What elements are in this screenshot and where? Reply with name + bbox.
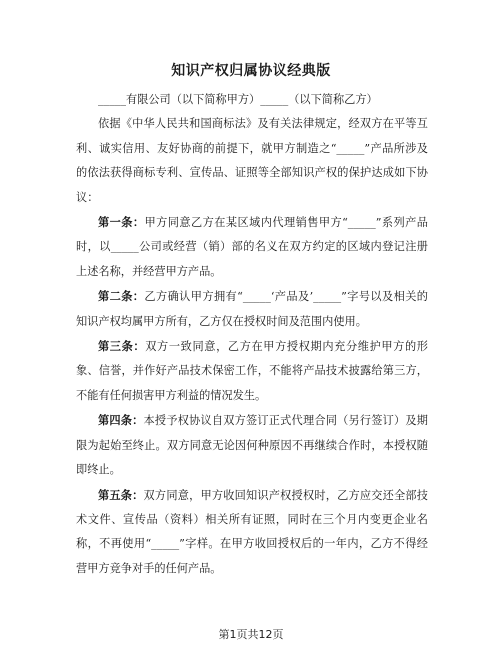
paragraph-text: 本授予权协议自双方签订正式代理合同（另行签订）及期限为起始至终止。双方同意无论因何种原因不再继续合作时，本授权随即终止。 (76, 414, 428, 477)
article-1 (76, 210, 428, 284)
article-label: 第二条： (98, 289, 145, 304)
article-label: 第三条： (98, 339, 146, 354)
paragraph-text: 双方同意，甲方收回知识产权授权时，乙方应交还全部技术文件、宣传品（资料）相关所有证照，同时在三个月内变更企业名称，不再使用“_____”字样。在甲方收回授权后的一年内，乙方不得经营甲方竞争对手的任何产品。 (76, 488, 428, 575)
document-title: 知识产权归属协议经典版 (171, 63, 331, 79)
article-3 (76, 334, 428, 408)
article-label: 第五条： (98, 487, 144, 502)
paragraph-text: 甲方同意乙方在某区域内代理销售甲方“_____”系列产品时，以_____公司或经营（销）部的名义在双方约定的区域内登记注册上述名称，并经营甲方产品。 (76, 216, 428, 278)
article-4 (76, 408, 428, 482)
preamble-paragraph (76, 112, 428, 210)
article-2 (76, 284, 428, 334)
article-label: 第一条： (98, 215, 145, 230)
paragraph-text: 依据《中华人民共和国商标法》及有关法律规定，经双方在平等互利、诚实信用、友好协商的前提下，就甲方制造之“_____”产品所涉及的依法获得商标专利、宣传品、证照等全部知识产权的保护达成如下协议： (76, 117, 428, 204)
page-number: 第1页共12页 (218, 628, 284, 641)
article-5 (76, 483, 428, 582)
paragraph-text: 双方一致同意，乙方在甲方授权期内充分维护甲方的形象、信誉，并作好产品技术保密工作，不能将产品技术披露给第三方，不能有任何损害甲方利益的情况发生。 (76, 340, 428, 402)
party-line (76, 88, 428, 112)
paragraph-text: 乙方确认甲方拥有“_____‘产品及’_____”字号以及相关的知识产权均属甲方所有，乙方仅在授权时间及范围内使用。 (76, 290, 428, 328)
article-label: 第四条： (98, 413, 144, 428)
document-body (76, 88, 428, 581)
paragraph-text: _____有限公司（以下简称甲方）_____（以下简称乙方） (98, 93, 378, 106)
